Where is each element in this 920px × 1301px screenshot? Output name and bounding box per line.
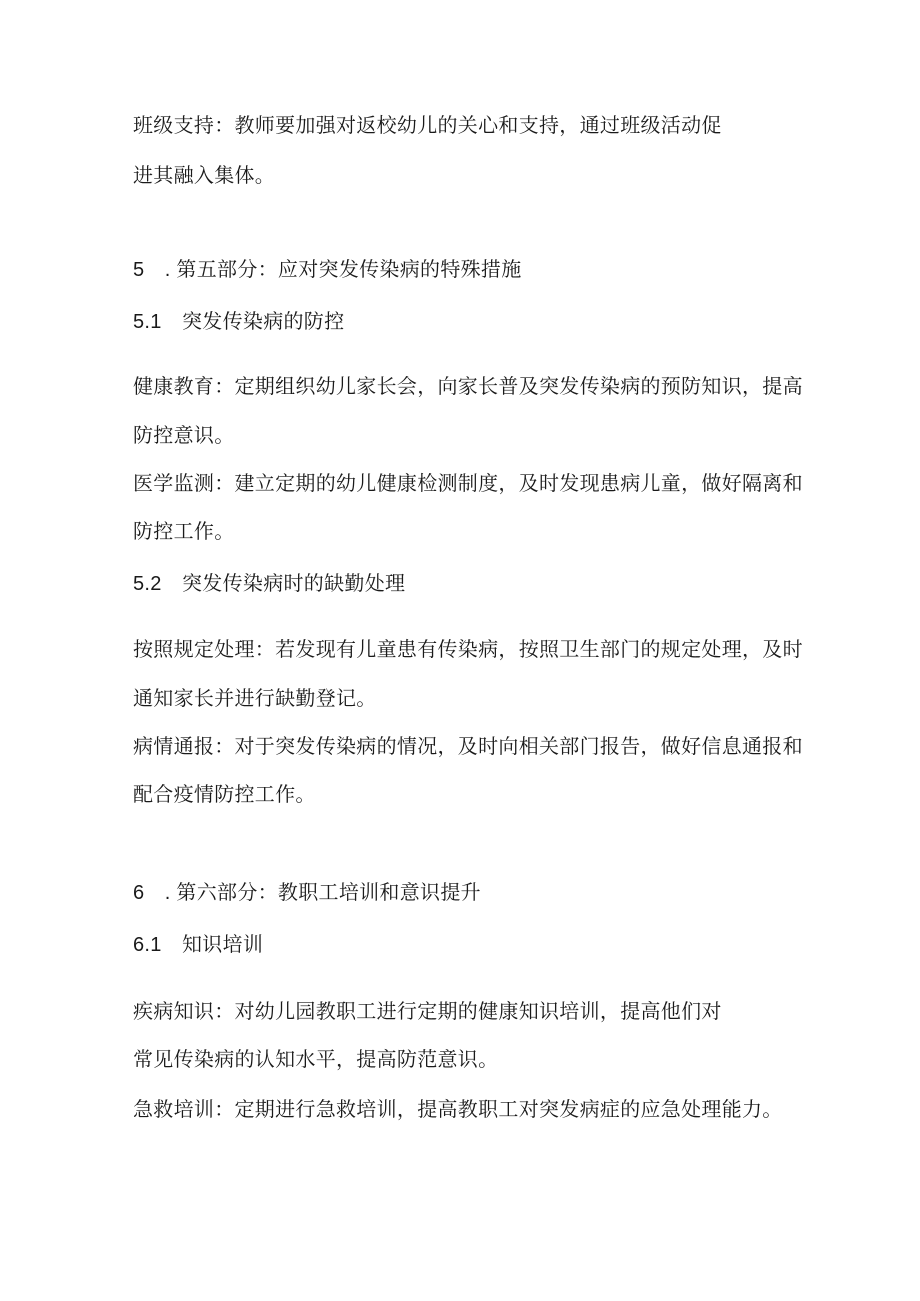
paragraph-illness-report-line-2: 配合疫情防控工作。 <box>133 782 316 806</box>
paragraph-class-support-line-2: 进其融入集体。 <box>133 163 276 187</box>
paragraph-regulation-handling-line-1: 按照规定处理：若发现有儿童患有传染病，按照卫生部门的规定处理，及时 <box>133 637 803 661</box>
paragraph-medical-monitoring-line-1: 医学监测：建立定期的幼儿健康检测制度，及时发现患病儿童，做好隔离和 <box>133 471 803 495</box>
paragraph-class-support-line-1: 班级支持：教师要加强对返校幼儿的关心和支持，通过班级活动促 <box>133 113 722 137</box>
paragraph-first-aid-training-line-1: 急救培训：定期进行急救培训，提高教职工对突发病症的应急处理能力。 <box>133 1097 783 1121</box>
paragraph-regulation-handling-line-2: 通知家长并进行缺勤登记。 <box>133 686 377 710</box>
paragraph-health-education-line-2: 防控意识。 <box>133 423 235 447</box>
paragraph-disease-knowledge-line-1: 疾病知识：对幼儿园教职工进行定期的健康知识培训，提高他们对 <box>133 999 722 1023</box>
paragraph-medical-monitoring-line-2: 防控工作。 <box>133 519 235 543</box>
subsection-6-1-heading: 6.1 知识培训 <box>133 934 264 956</box>
subsection-5-2-heading: 5.2 突发传染病时的缺勤处理 <box>133 573 406 595</box>
paragraph-illness-report-line-1: 病情通报：对于突发传染病的情况，及时向相关部门报告，做好信息通报和 <box>133 734 803 758</box>
paragraph-disease-knowledge-line-2: 常见传染病的认知水平，提高防范意识。 <box>133 1047 499 1071</box>
paragraph-health-education-line-1: 健康教育：定期组织幼儿家长会，向家长普及突发传染病的预防知识，提高 <box>133 374 803 398</box>
section-5-heading: 5 . 第五部分：应对突发传染病的特殊措施 <box>133 259 522 281</box>
subsection-5-1-heading: 5.1 突发传染病的防控 <box>133 311 345 333</box>
section-6-heading: 6 . 第六部分：教职工培训和意识提升 <box>133 882 481 904</box>
